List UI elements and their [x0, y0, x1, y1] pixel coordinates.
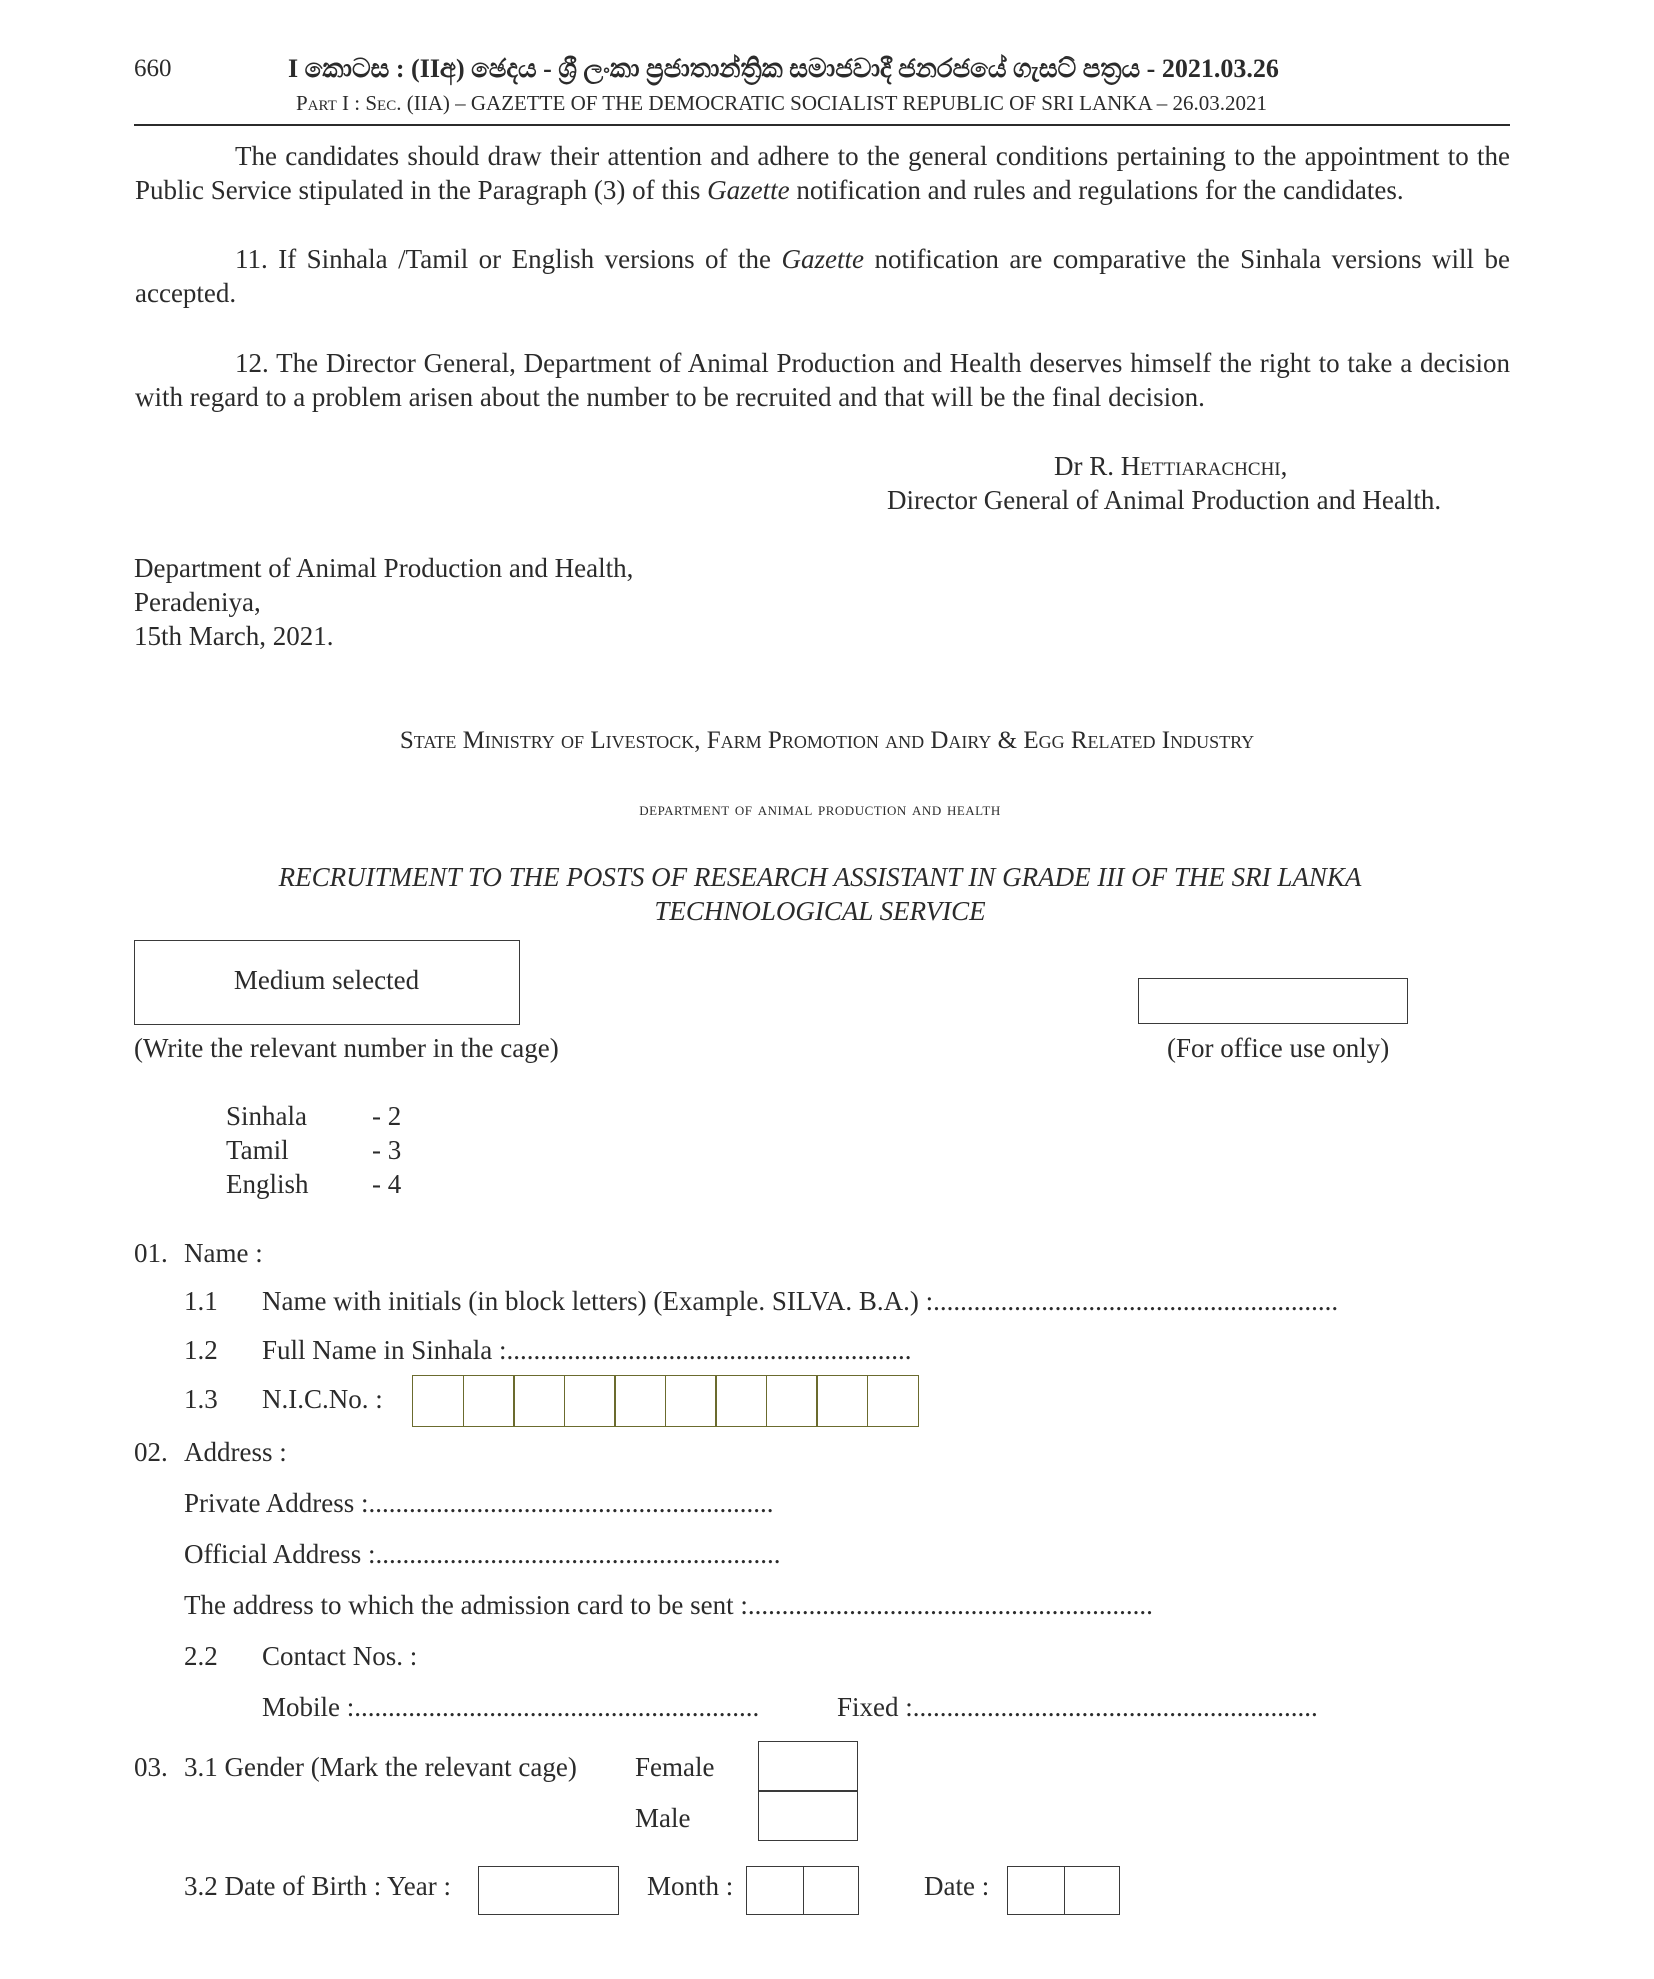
nic-cell[interactable] [867, 1375, 919, 1427]
p11-italic: Gazette [781, 244, 864, 274]
medium-selected-box[interactable] [134, 940, 520, 1025]
medium-option-tamil: Tamil [226, 1135, 289, 1165]
signature-name [1054, 449, 1287, 483]
header-rest: (IIA) – GAZETTE OF THE DEMOCRATIC SOCIALIST REPUBLIC OF SRI LANKA – 26.03.2021 [406, 91, 1267, 115]
field-2-2-number: 2.2 [184, 1641, 218, 1671]
admission-card-address-field[interactable]: The address to which the admission card to be sent :............................................................ [184, 1590, 1153, 1620]
medium-selected-label: Medium selected [233, 965, 420, 995]
gender-male-label: Male [635, 1803, 691, 1833]
p1-end: notification and rules and regulations for the candidates. [796, 175, 1404, 205]
nic-cell[interactable] [715, 1375, 767, 1427]
dob-month-cell[interactable] [746, 1866, 804, 1915]
dob-label: 3.2 Date of Birth : Year : [184, 1871, 451, 1901]
signature-title: Director General of Animal Production and Health. [887, 485, 1442, 515]
nic-cell[interactable] [463, 1375, 515, 1427]
nic-cell[interactable] [665, 1375, 717, 1427]
recruitment-title-line-1: RECRUITMENT TO THE POSTS OF RESEARCH ASSISTANT IN GRADE III OF THE SRI LANKA [278, 862, 1362, 892]
section-01-label: Name : [184, 1238, 263, 1268]
nic-cell[interactable] [412, 1375, 464, 1427]
header-rule [134, 124, 1510, 126]
gender-female-box[interactable] [758, 1741, 858, 1792]
dob-date-label: Date : [924, 1871, 990, 1901]
gender-female-label: Female [635, 1752, 715, 1782]
section-02-label: Address : [184, 1437, 287, 1467]
paragraph-12: 12. The Director General, Department of Animal Production and Health deserves himself the right to take a decision with regard to a problem arisen about the number to be recruited and that will be the final decision. [135, 348, 1510, 412]
dob-month-cells [746, 1866, 859, 1915]
department-heading: department of animal production and health [639, 799, 1001, 820]
dob-month-cell[interactable] [803, 1866, 859, 1915]
nic-cell[interactable] [513, 1375, 565, 1427]
nic-label: N.I.C.No. : [262, 1384, 383, 1414]
paragraph-11 [135, 242, 1510, 310]
medium-option-english-code: - 4 [372, 1169, 402, 1199]
ministry-heading: State Ministry of Livestock, Farm Promotion and Dairy & Egg Related Industry [399, 727, 1255, 754]
paragraph-general-conditions [135, 139, 1510, 207]
section-02-number: 02. [134, 1437, 168, 1467]
dob-date-cells [1007, 1866, 1120, 1915]
dob-month-label: Month : [647, 1871, 734, 1901]
name-with-initials-field[interactable]: Name with initials (in block letters) (Example. SILVA. B.A.) :............................................................ [262, 1286, 1339, 1316]
medium-note: (Write the relevant number in the cage) [134, 1033, 559, 1063]
signature-prefix: Dr R. [1054, 451, 1114, 481]
nic-cell[interactable] [816, 1375, 868, 1427]
field-1-3-number: 1.3 [184, 1384, 218, 1414]
page-number: 660 [134, 55, 172, 82]
contact-nos-label: Contact Nos. : [262, 1641, 418, 1671]
header-english-line: Part I : Sec. (IIA) – GAZETTE OF THE DEMOCRATIC SOCIALIST REPUBLIC OF SRI LANKA – 26.03.2021 [296, 91, 1267, 115]
medium-option-tamil-code: - 3 [372, 1135, 402, 1165]
header-part: Part I [296, 91, 350, 115]
recruitment-title-line-2: TECHNOLOGICAL SERVICE [654, 896, 986, 926]
field-1-1-number: 1.1 [184, 1286, 218, 1316]
p11-start: 11. If Sinhala /Tamil or English versions of the [235, 244, 772, 274]
office-use-box[interactable] [1138, 978, 1408, 1024]
medium-option-english: English [226, 1169, 309, 1199]
nic-cell[interactable] [766, 1375, 818, 1427]
fixed-phone-field[interactable]: Fixed :............................................................ [837, 1692, 1318, 1722]
mobile-field[interactable]: Mobile :............................................................ [262, 1692, 760, 1722]
nic-cells [412, 1375, 919, 1427]
official-address-field[interactable]: Official Address :............................................................ [184, 1539, 781, 1569]
medium-option-sinhala: Sinhala [226, 1101, 307, 1131]
nic-cell[interactable] [614, 1375, 666, 1427]
address-line-3: 15th March, 2021. [134, 621, 334, 651]
dob-year-box[interactable] [478, 1866, 619, 1915]
header-sec: Sec. [365, 91, 402, 115]
private-address-field[interactable]: Private Address :............................................................ [184, 1488, 774, 1518]
office-use-note: (For office use only) [1167, 1033, 1390, 1063]
gender-male-box[interactable] [758, 1790, 858, 1841]
p1-text: The candidates should draw their attention and adhere to the general conditions pertaining to the appointment to the Public Service stipulated in the Paragraph (3) of this [135, 141, 1510, 205]
nic-cell[interactable] [564, 1375, 616, 1427]
header-sinhala-line: I කොටස : (IIඅ) ඡෙදය - ශ්‍රී ලංකා ප්‍රජාතාන්ත්‍රික සමාජවාදී ජනරජයේ ගැසට් පත්‍රය - 2021.03.26 [288, 54, 1279, 83]
full-name-sinhala-field[interactable]: Full Name in Sinhala :............................................................ [262, 1335, 912, 1365]
gender-label: 3.1 Gender (Mark the relevant cage) [184, 1752, 577, 1782]
p1-italic: Gazette [707, 175, 790, 205]
field-1-2-number: 1.2 [184, 1335, 218, 1365]
medium-option-sinhala-code: - 2 [372, 1101, 402, 1131]
p11-end: notification are comparative the Sinhala versions will be accepted. [135, 244, 1511, 308]
section-03-number: 03. [134, 1752, 168, 1782]
signature-surname: Hettiarachchi, [1120, 451, 1288, 481]
address-line-2: Peradeniya, [134, 587, 261, 617]
address-line-1: Department of Animal Production and Health, [134, 553, 634, 583]
dob-date-cell[interactable] [1007, 1866, 1065, 1915]
dob-date-cell[interactable] [1064, 1866, 1120, 1915]
section-01-number: 01. [134, 1238, 168, 1268]
